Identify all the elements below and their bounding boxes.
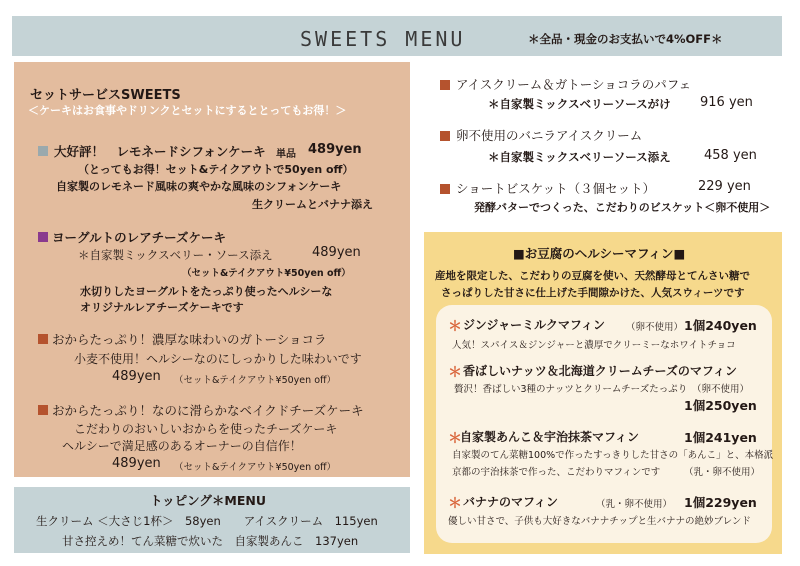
item-desc: オリジナルレアチーズケーキです [80, 301, 244, 314]
bullet-icon [38, 232, 48, 242]
topping-title: トッピング＊MENU [150, 493, 266, 508]
item-desc: 小麦不使用！ヘルシーなのにしっかりした味わいです [74, 352, 362, 366]
item-name: 大好評！ レモネードシフォンケーキ [54, 144, 266, 159]
bullet-icon [38, 146, 48, 156]
muffin-desc: 自家製のてん菜糖100%で作ったすっきりした甘さの「あんこ」と、本格派 [452, 450, 774, 461]
muffin-name: バナナのマフィン [463, 495, 559, 509]
muffin-note: （乳・卵不使用） [684, 467, 761, 478]
bullet-icon [440, 184, 450, 194]
muffin-title: ■お豆腐のヘルシーマフィン■ [513, 246, 686, 261]
topping-line: 生クリーム ＜大さじ1杯＞ 58yen アイスクリーム 115yen [36, 514, 378, 528]
single-label: 単品 [276, 149, 296, 160]
right-item-price: 916 yen [700, 95, 753, 110]
muffin-name: ジンジャーミルクマフィン [463, 318, 605, 332]
muffin-price: 1個229yen [684, 495, 757, 510]
muffin-intro: 産地を限定した、こだわりの豆腐を使い、天然酵母とてんさい糖で [435, 270, 750, 282]
star-icon: ＊ [448, 431, 462, 447]
muffin-intro: さっぱりした甘さに仕上げた手間隙かけた、人気スウィーツです [441, 287, 745, 299]
bullet-icon [38, 405, 48, 415]
right-item-sub: ＊自家製ミックスベリーソースがけ [488, 97, 671, 111]
star-icon: ＊ [448, 365, 462, 381]
right-item-sub: 発酵バターでつくった、こだわりのビスケット＜卵不使用＞ [474, 201, 771, 214]
right-item-name: 卵不使用のバニラアイスクリーム [456, 128, 643, 143]
item-name: おからたっぷり！濃厚な味わいのガトーショコラ [52, 332, 327, 347]
item-deal: （セット&テイクアウト¥50yen off） [174, 462, 337, 473]
right-item-price: 458 yen [704, 148, 757, 163]
item-price: 489yen [112, 369, 161, 384]
item-desc: 自家製のレモネード風味の爽やかな風味のシフォンケーキ [56, 180, 342, 193]
bullet-icon [440, 80, 450, 90]
muffin-price: 1個240yen [684, 318, 757, 333]
right-item-name: ショートビスケット（３個セット） [456, 181, 656, 196]
star-icon: ＊ [448, 496, 462, 512]
item-price: 489yen [112, 456, 161, 471]
topping-line: 甘さ控えめ！てん菜糖で炊いた 自家製あんこ 137yen [62, 534, 359, 548]
item-name: おからたっぷり！なのに滑らかなベイクドチーズケーキ [52, 403, 364, 418]
item-desc: 水切りしたヨーグルトをたっぷり使ったヘルシーな [80, 285, 333, 298]
muffin-note: （乳・卵不使用） [596, 499, 673, 510]
right-item-name: アイスクリーム＆ガトーショコラのパフェ [456, 77, 692, 92]
muffin-price: 1個250yen [684, 398, 757, 413]
bullet-icon [440, 131, 450, 141]
muffin-desc: 贅沢！香ばしい3種のナッツとクリームチーズたっぷり （卵不使用） [454, 384, 749, 395]
item-desc: こだわりのおいしいおからを使ったチーズケーキ [74, 422, 338, 436]
item-price: 489yen [312, 245, 361, 260]
star-icon: ＊ [448, 319, 462, 335]
item-deal: （とってもお得！セット&テイクアウトで50yen off） [78, 163, 354, 176]
muffin-desc: 人気！スパイス＆ジンジャーと濃厚でクリーミーなホワイトチョコ [452, 340, 736, 351]
muffin-name: 自家製あんこ＆宇治抹茶マフィン [460, 430, 640, 444]
right-item-price: 229 yen [698, 179, 751, 194]
item-price: 489yen [308, 142, 362, 157]
right-item-sub: ＊自家製ミックスベリーソース添え [488, 150, 671, 164]
muffin-price: 1個241yen [684, 430, 757, 445]
item-name: ヨーグルトのレアチーズケーキ [52, 230, 227, 245]
muffin-note: （卵不使用） [626, 322, 684, 333]
item-desc: ヘルシーで満足感のあるオーナーの自信作！ [62, 439, 302, 453]
set-service-subtitle: ＜ケーキはお食事やドリンクとセットにするととってもお得！＞ [28, 104, 347, 117]
muffin-desc: 京都の宇治抹茶で作った、こだわりマフィンです [452, 467, 661, 478]
item-deal: （セット&テイクアウト¥50yen off） [174, 375, 337, 386]
item-sauce: ＊自家製ミックスベリー・ソース添え [78, 248, 273, 262]
muffin-desc: 優しい甘さで、子供も大好きなバナナチップと生バナナの絶妙ブレンド [448, 516, 751, 527]
set-service-title: セットサービスSWEETS [30, 88, 181, 103]
discount-note: ＊全品・現金のお支払いで4%OFF＊ [528, 32, 723, 46]
page-title: SWEETS MENU [300, 27, 466, 51]
bullet-icon [38, 334, 48, 344]
item-desc: 生クリームとバナナ添え [252, 198, 373, 211]
muffin-name: 香ばしいナッツ＆北海道クリームチーズのマフィン [463, 364, 737, 378]
item-deal: （セット&テイクアウト¥50yen off） [182, 268, 351, 279]
